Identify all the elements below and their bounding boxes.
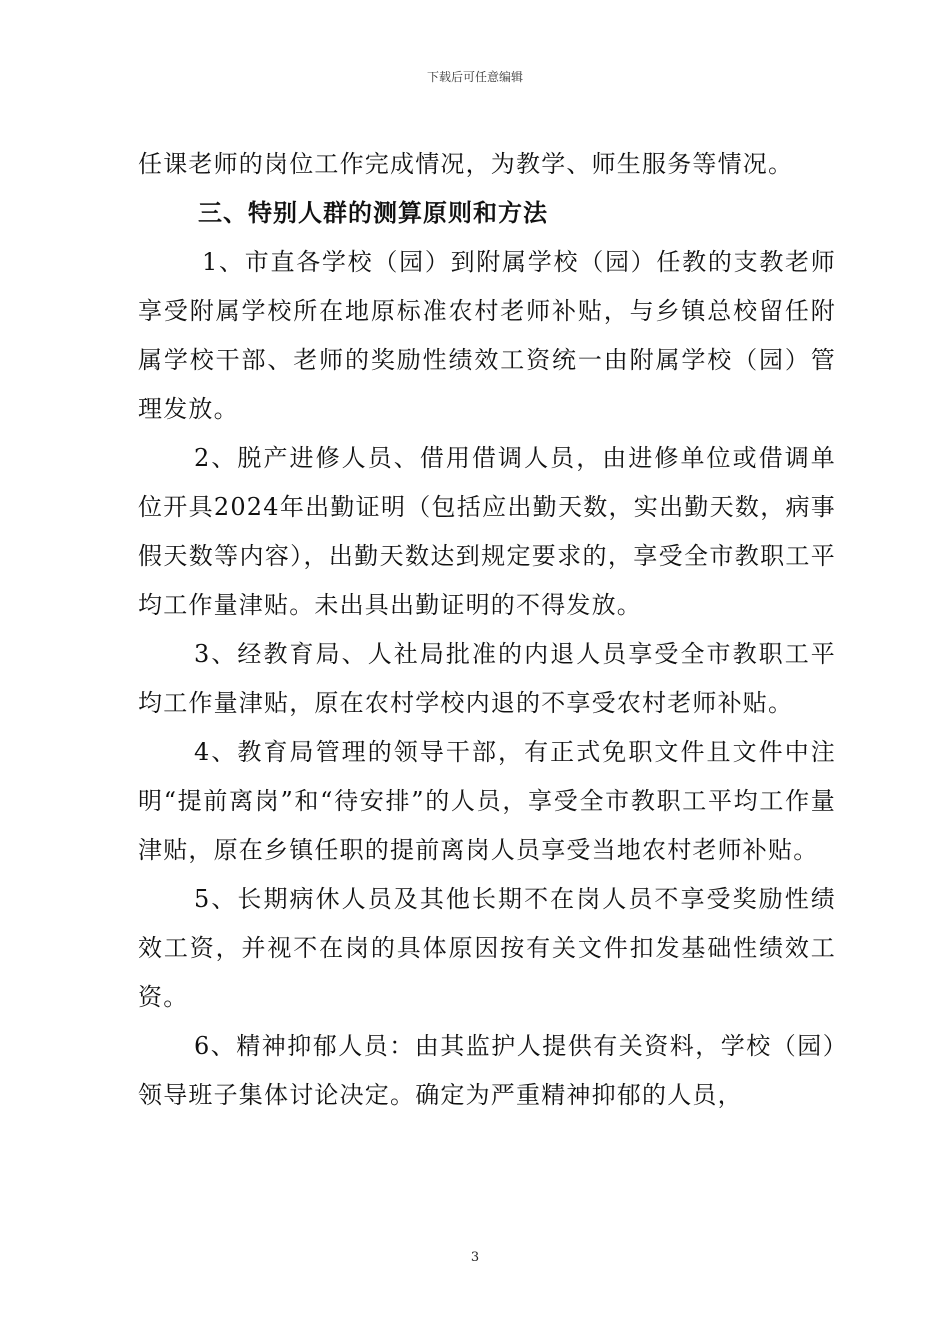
paragraph-item-3: 3、经教育局、人社局批准的内退人员享受全市教职工平均工作量津贴，原在农村学校内退的不享受农村老师补贴。	[138, 640, 836, 717]
section-heading: 三、特别人群的测算原则和方法	[198, 199, 548, 227]
document-body	[138, 140, 836, 1120]
paragraph-item-4: 4、教育局管理的领导干部，有正式免职文件且文件中注明“提前离岗”和“待安排”的人员，享受全市教职工平均工作量津贴，原在乡镇任职的提前离岗人员享受当地农村老师补贴。	[138, 738, 836, 864]
header-note: 下载后可任意编辑	[426, 70, 523, 84]
paragraph-item-6: 6、精神抑郁人员：由其监护人提供有关资料，学校（园）领导班子集体讨论决定。确定为严重精神抑郁的人员，	[138, 1032, 836, 1109]
page-number: 3	[470, 1250, 480, 1265]
paragraph-item-1: 1、市直各学校（园）到附属学校（园）任教的支教老师享受附属学校所在地原标准农村老师补贴，与乡镇总校留任附属学校干部、老师的奖励性绩效工资统一由附属学校（园）管理发放。	[138, 248, 836, 423]
paragraph-item-5: 5、长期病休人员及其他长期不在岗人员不享受奖励性绩效工资，并视不在岗的具体原因按有关文件扣发基础性绩效工资。	[138, 885, 836, 1011]
paragraph-continuation: 任课老师的岗位工作完成情况，为教学、师生服务等情况。	[138, 150, 794, 178]
paragraph-item-2: 2、脱产进修人员、借用借调人员，由进修单位或借调单位开具2024年出勤证明（包括应出勤天数，实出勤天数，病事假天数等内容），出勤天数达到规定要求的，享受全市教职工平均工作量津贴。未出具出勤证明的不得发放。	[138, 444, 836, 619]
